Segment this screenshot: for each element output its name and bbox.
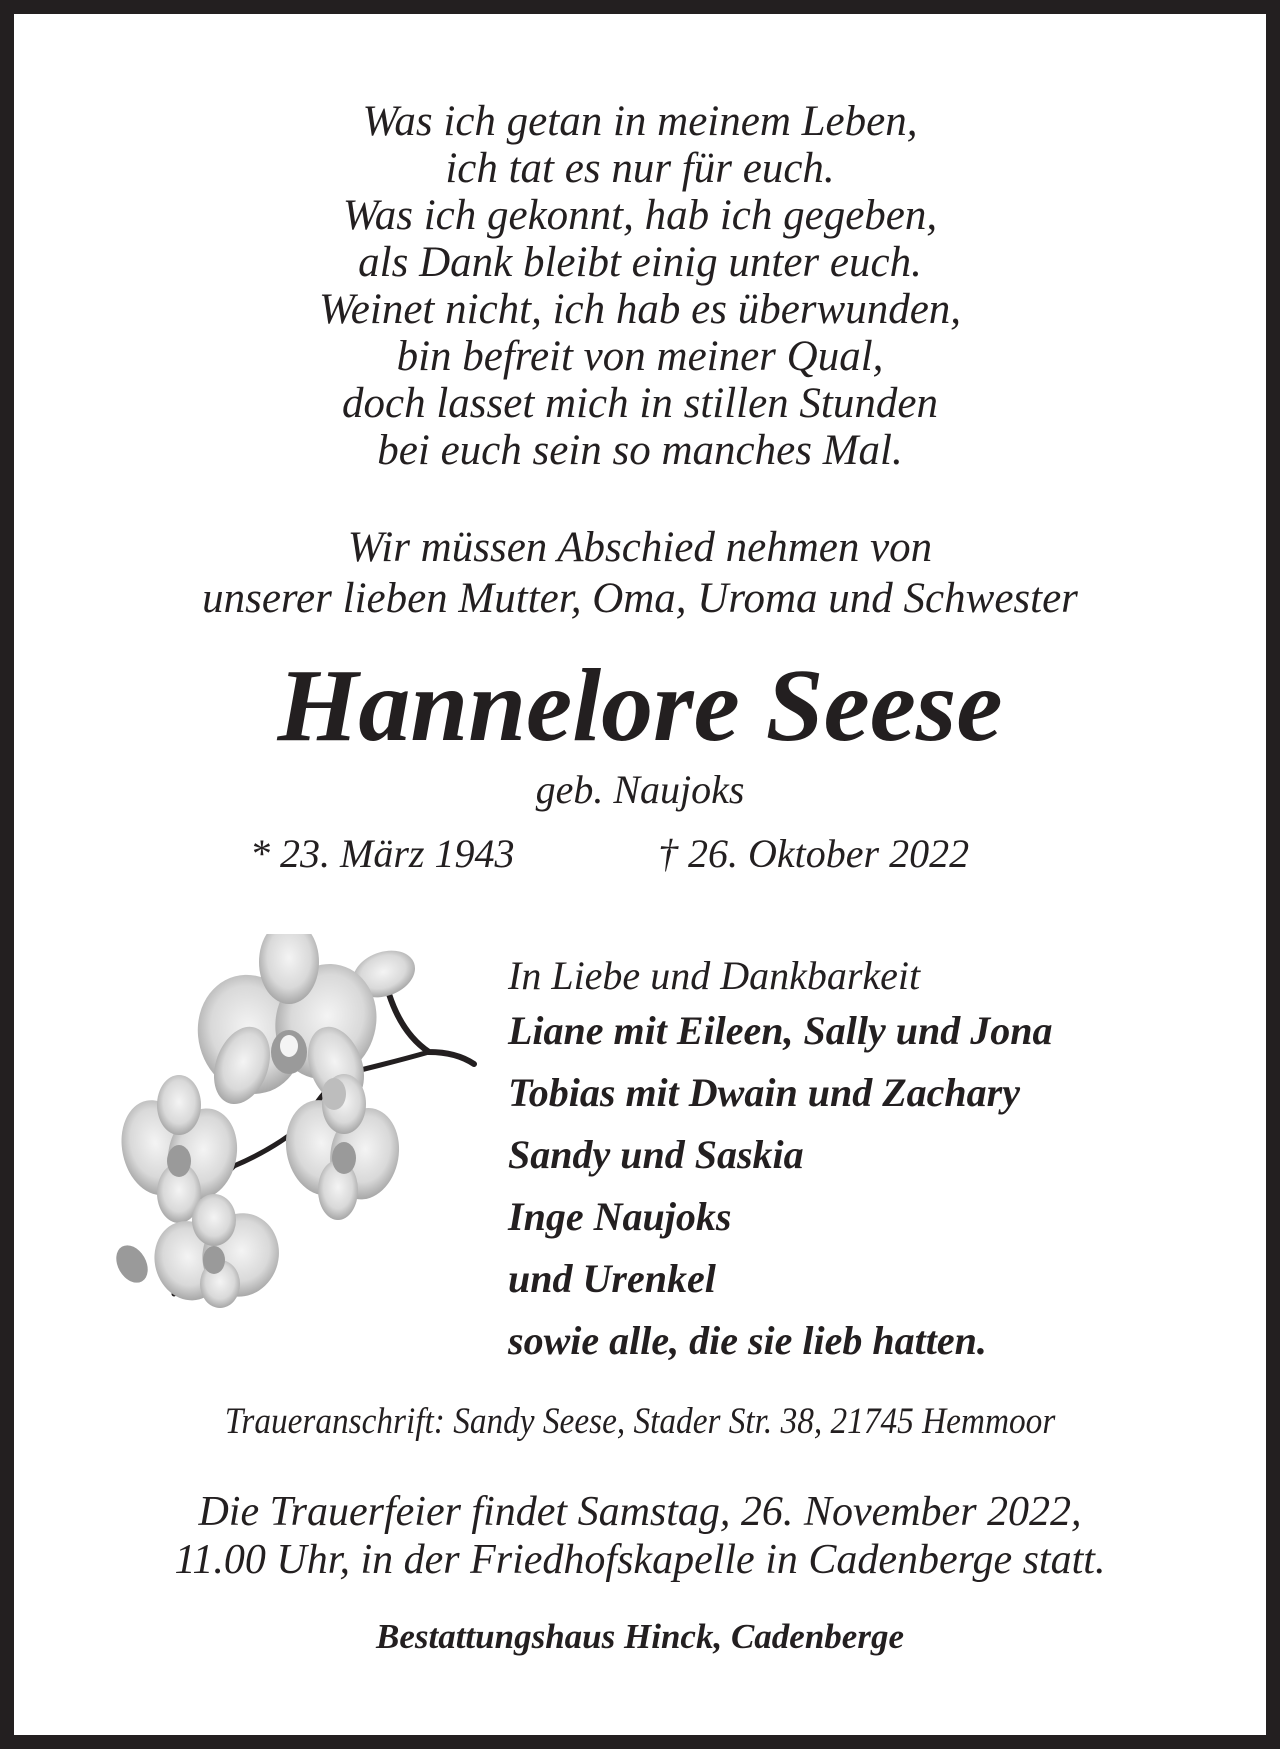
poem-line: ich tat es nur für euch. [445,145,835,192]
poem-line: bei euch sein so manches Mal. [377,427,903,474]
farewell-line: Wir müssen Abschied nehmen von [347,524,933,571]
ceremony-line: Die Trauerfeier findet Samstag, 26. November 2022, [198,1489,1082,1535]
family-member: und Urenkel [508,1256,716,1301]
maiden-name: geb. Naujoks [535,767,745,812]
poem-line: Was ich gekonnt, hab ich gegeben, [342,192,938,239]
obituary-card [14,14,1266,1735]
ceremony-line: 11.00 Uhr, in der Friedhofskapelle in Cadenberge statt. [174,1537,1106,1583]
family-intro: In Liebe und Dankbarkeit [508,953,921,998]
poem-line: als Dank bleibt einig unter euch. [358,239,922,286]
family-member: sowie alle, die sie lieb hatten. [508,1318,987,1363]
farewell-text [14,522,1266,624]
poem-line: bin befreit von meiner Qual, [396,333,884,380]
birth-date: * 23. März 1943 [250,831,515,876]
family-section [508,952,1248,1372]
family-member: Sandy und Saskia [508,1132,804,1177]
ceremony-info [14,1488,1266,1584]
family-member: Liane mit Eileen, Sally und Jona [508,1008,1053,1053]
poem-line: Weinet nicht, ich hab es überwunden, [318,286,962,333]
family-member: Tobias mit Dwain und Zachary [508,1070,1020,1115]
mourning-address: Traueranschrift: Sandy Seese, Stader Str. 38, 21745 Hemmoor [224,1401,1056,1442]
family-member: Inge Naujoks [508,1194,732,1239]
orchid-icon [84,934,484,1324]
farewell-line: unserer lieben Mutter, Oma, Uroma und Schwester [202,575,1078,622]
poem-line: Was ich getan in meinem Leben, [362,98,918,145]
family-list [508,1000,1248,1372]
death-date: † 26. Oktober 2022 [658,831,970,876]
funeral-home: Bestattungshaus Hinck, Cadenberge [375,1617,904,1656]
life-dates [14,830,1266,878]
deceased-name: Hannelore Seese [277,648,1003,763]
poem [14,98,1266,474]
poem-line: doch lasset mich in stillen Stunden [342,380,938,427]
